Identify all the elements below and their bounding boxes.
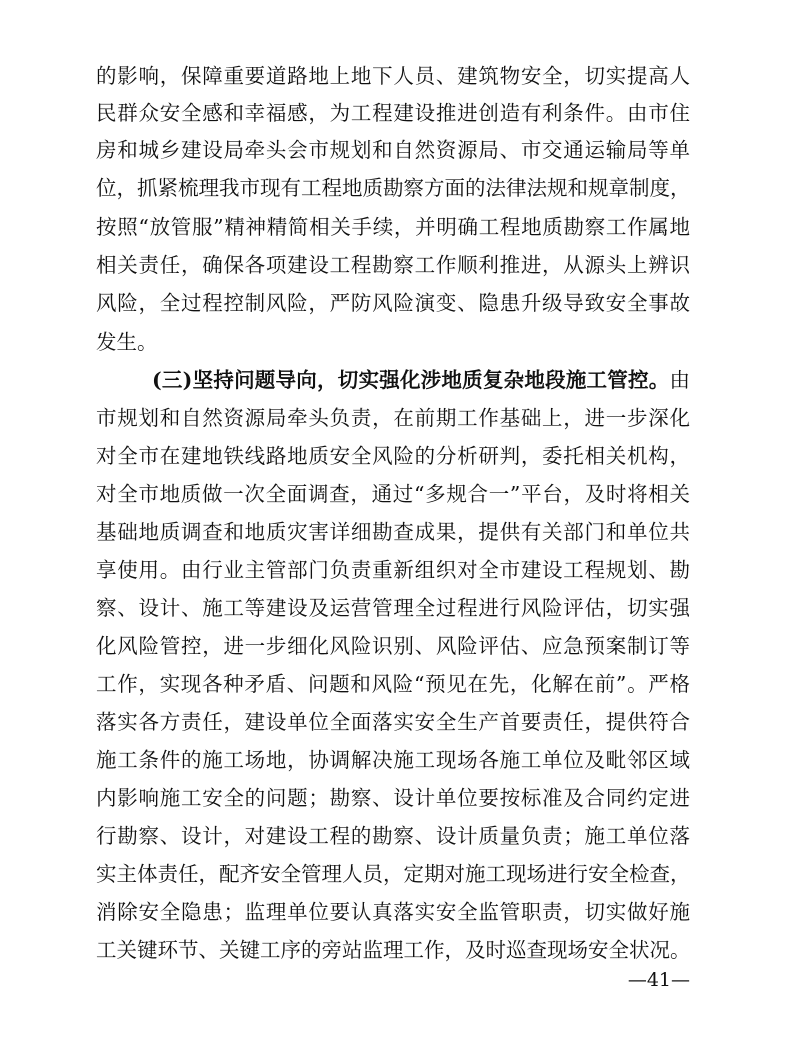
section-line-2: 对全市在建地铁线路地质安全风险的分析研判，委托相关机构，: [96, 444, 690, 468]
section-line-13: 实主体责任，配齐安全管理人员，定期对施工现场进行安全检查，: [96, 862, 691, 886]
section-heading: (三)坚持问题导向，切实强化涉地质复杂地段施工管控。: [152, 368, 670, 392]
paragraph-line-4: 位，抓紧梳理我市现有工程地质勘察方面的法律法规和规章制度，: [96, 176, 691, 200]
section-line-9: 落实各方责任，建设单位全面落实安全生产首要责任，提供符合: [96, 710, 690, 734]
section-line-14: 消除安全隐患；监理单位要认真落实安全监管职责，切实做好施: [96, 900, 690, 924]
section-line-15: 工关键环节、关键工序的旁站监理工作，及时巡查现场安全状况。: [96, 938, 691, 962]
page-number: —41—: [627, 969, 690, 991]
paragraph-line-8: 发生。: [96, 330, 158, 354]
section-heading-continuation: 由: [669, 368, 690, 392]
section-line-1: 市规划和自然资源局牵头负责，在前期工作基础上，进一步深化: [96, 406, 690, 430]
section-line-10: 施工条件的施工场地，协调解决施工现场各施工单位及毗邻区域: [96, 748, 690, 772]
section-heading-line: [152, 362, 690, 398]
paragraph-line-5: 按照“放管服”精神精简相关手续，并明确工程地质勘察工作属地: [96, 215, 690, 239]
paragraph-line-2: 民群众安全感和幸福感，为工程建设推进创造有利条件。由市住: [96, 101, 690, 125]
section-line-5: 享使用。由行业主管部门负责重新组织对全市建设工程规划、勘: [96, 558, 690, 582]
paragraph-line-7: 风险，全过程控制风险，严防风险演变、隐患升级导致安全事故: [96, 291, 690, 315]
paragraph-line-1: 的影响，保障重要道路地上地下人员、建筑物安全，切实提高人: [96, 64, 690, 88]
paragraph-line-6: 相关责任，确保各项建设工程勘察工作顺利推进，从源头上辨识: [96, 253, 690, 277]
section-line-3: 对全市地质做一次全面调查，通过“多规合一”平台，及时将相关: [96, 482, 690, 506]
section-line-12: 行勘察、设计，对建设工程的勘察、设计质量负责；施工单位落: [96, 824, 690, 848]
section-line-4: 基础地质调查和地质灾害详细勘查成果，提供有关部门和单位共: [96, 520, 690, 544]
section-line-8: 工作，实现各种矛盾、问题和风险“预见在先，化解在前”。严格: [96, 672, 690, 696]
section-line-7: 化风险管控，进一步细化风险识别、风险评估、应急预案制订等: [96, 634, 690, 658]
paragraph-line-3: 房和城乡建设局牵头会市规划和自然资源局、市交通运输局等单: [96, 138, 690, 162]
section-line-6: 察、设计、施工等建设及运营管理全过程进行风险评估，切实强: [96, 596, 690, 620]
section-line-11: 内影响施工安全的问题；勘察、设计单位要按标准及合同约定进: [96, 786, 690, 810]
